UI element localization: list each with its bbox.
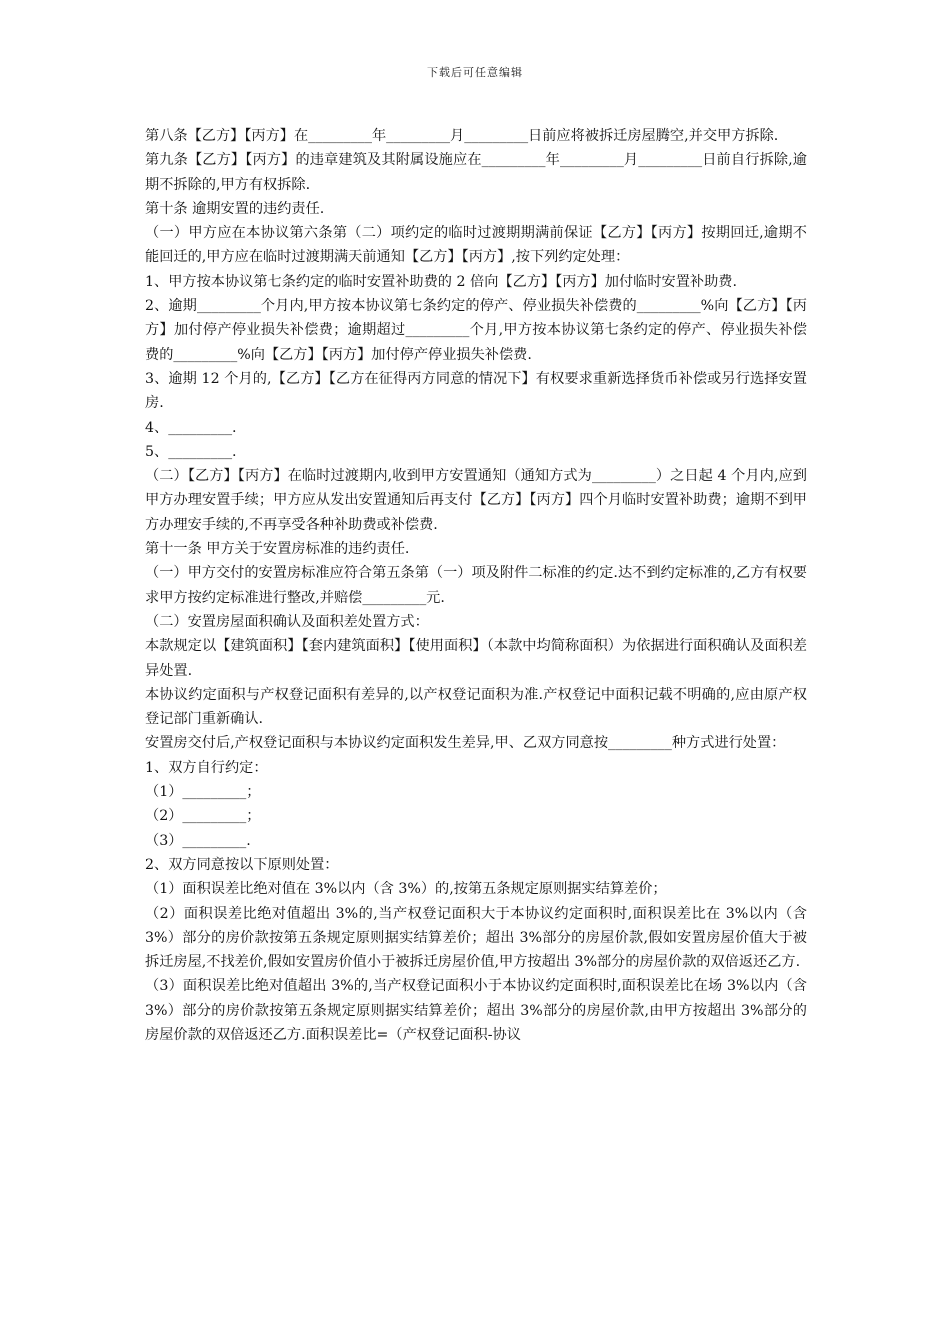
paragraph: （一）甲方交付的安置房标准应符合第五条第（一）项及附件二标准的约定.达不到约定标准的,乙方有权要求甲方按约定标准进行整改,并赔偿_________元. — [145, 565, 807, 606]
paragraph: 1、甲方按本协议第七条约定的临时安置补助费的 2 倍向【乙方】【丙方】加付临时安置补助费. — [145, 273, 737, 290]
paragraph: （2）_________； — [145, 808, 261, 825]
paragraph: 第九条【乙方】【丙方】的违章建筑及其附属设施应在_________年_________月_________日前自行拆除,逾期不拆除的,甲方有权拆除. — [145, 152, 807, 193]
paragraph: 2、逾期_________个月内,甲方按本协议第七条约定的停产、停业损失补偿费的_________%向【乙方】【丙方】加付停产停业损失补偿费；逾期超过_________个月,甲方按本协议第七条约定的停产、停业损失补偿费的_________%向【乙方】【丙方】加付停产停业损失补偿费. — [145, 298, 807, 363]
paragraph: 2、双方同意按以下原则处置： — [145, 856, 339, 873]
paragraph: 安置房交付后,产权登记面积与本协议约定面积发生差异,甲、乙双方同意按_________种方式进行处置： — [145, 735, 786, 752]
paragraph: （3）_________. — [145, 832, 251, 849]
paragraph: 3、逾期 12 个月的,【乙方】【乙方在征得丙方同意的情况下】有权要求重新选择货币补偿或另行选择安置房. — [145, 370, 807, 412]
paragraph: 4、_________. — [145, 419, 237, 436]
paragraph: （二）【乙方】【丙方】在临时过渡期内,收到甲方安置通知（通知方式为_________）之日起 4 个月内,应到甲方办理安置手续；甲方应从发出安置通知后再支付【乙方】【丙方】四个月临时安置补助费；逾期不到甲方办理安手续的,不再享受各种补助费或补偿费. — [145, 468, 807, 533]
document-body — [145, 124, 807, 1047]
paragraph: 本协议约定面积与产权登记面积有差异的,以产权登记面积为准.产权登记中面积记载不明确的,应由原产权登记部门重新确认. — [145, 686, 807, 728]
paragraph: （一）甲方应在本协议第六条第（二）项约定的临时过渡期期满前保证【乙方】【丙方】按期回迁,逾期不能回迁的,甲方应在临时过渡期满天前通知【乙方】【丙方】,按下列约定处理： — [145, 225, 807, 266]
paragraph: 第十一条 甲方关于安置房标准的违约责任. — [145, 541, 410, 558]
paragraph: 第八条【乙方】【丙方】在_________年_________月_________日前应将被拆迁房屋腾空,并交甲方拆除. — [145, 128, 779, 144]
paragraph: 1、双方自行约定： — [145, 759, 268, 776]
paragraph: 5、_________. — [145, 443, 237, 460]
paragraph: （二）安置房屋面积确认及面积差处置方式： — [145, 613, 429, 630]
page-header: 下载后可任意编辑 — [427, 66, 523, 79]
paragraph: （1）_________； — [145, 784, 261, 801]
paragraph: （3）面积误差比绝对值超出 3%的,当产权登记面积小于本协议约定面积时,面积误差比在场 3%以内（含 3%）部分的房价款按第五条规定原则据实结算差价；超出 3%部分的房屋价款,由甲方按超出 3%部分的房屋价款的双倍返还乙方.面积误差比=（产权登记面积-协议 — [145, 978, 807, 1043]
paragraph: 第十条 逾期安置的违约责任. — [145, 200, 325, 217]
paragraph: （2）面积误差比绝对值超出 3%的,当产权登记面积大于本协议约定面积时,面积误差比在 3%以内（含 3%）部分的房价款按第五条规定原则据实结算差价；超出 3%部分的房屋价款,假如安置房屋价值大于被拆迁房屋,不找差价,假如安置房价值小于被拆迁房屋价值,甲方按超出 3%部分的房屋价款的双倍返还乙方. — [145, 905, 807, 971]
paragraph: 本款规定以【建筑面积】【套内建筑面积】【使用面积】（本款中均简称面积）为依据进行面积确认及面积差异处置. — [145, 638, 807, 679]
paragraph: （1）面积误差比绝对值在 3%以内（含 3%）的,按第五条规定原则据实结算差价； — [145, 881, 667, 898]
